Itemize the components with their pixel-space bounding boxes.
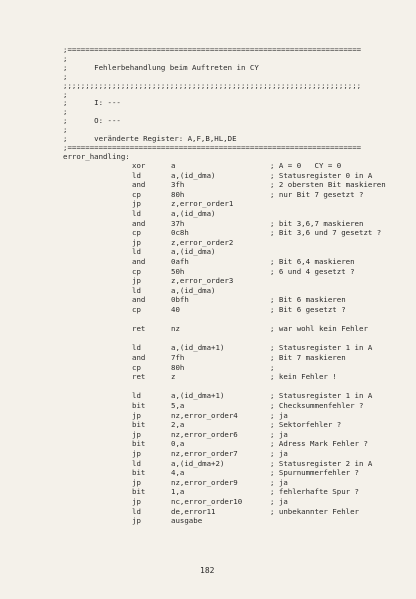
- code-operand: nz,error_order7: [171, 449, 238, 458]
- code-opcode: ret: [132, 372, 146, 381]
- code-opcode: bit: [132, 468, 146, 477]
- code-opcode: xor: [132, 161, 146, 170]
- code-operand: 40: [171, 305, 180, 314]
- code-opcode: and: [132, 257, 146, 266]
- code-operand: 5,a: [171, 401, 185, 410]
- code-operand: 37h: [171, 219, 185, 228]
- code-opcode: jp: [132, 276, 141, 285]
- code-comment: ; Statusregister 1 in A: [270, 391, 373, 400]
- code-operand: 0c8h: [171, 228, 189, 237]
- code-operand: 0afh: [171, 257, 189, 266]
- code-comment: ;: [270, 363, 275, 372]
- header-rule-bottom: ;==================================================================: [63, 143, 362, 152]
- code-opcode: and: [132, 353, 146, 362]
- code-operand: z,error_order3: [171, 276, 234, 285]
- code-operand: 3fh: [171, 180, 185, 189]
- code-comment: ; bit 3,6,7 maskieren: [270, 219, 364, 228]
- code-opcode: and: [132, 295, 146, 304]
- code-operand: a,(id_dma): [171, 247, 216, 256]
- code-comment: ; 6 und 4 gesetzt ?: [270, 267, 355, 276]
- code-opcode: and: [132, 219, 146, 228]
- code-comment: ; ja: [270, 478, 288, 487]
- header-registers: ; veränderte Register: A,F,B,HL,DE: [63, 134, 237, 143]
- code-comment: ; Statusregister 2 in A: [270, 459, 373, 468]
- code-comment: ; nur Bit 7 gesetzt ?: [270, 190, 364, 199]
- code-opcode: ld: [132, 343, 141, 352]
- code-operand: 50h: [171, 267, 185, 276]
- code-comment: ; 2 obersten Bit maskieren: [270, 180, 386, 189]
- code-operand: a,(id_dma+1): [171, 391, 225, 400]
- code-opcode: jp: [132, 199, 141, 208]
- code-comment: ; Bit 7 maskieren: [270, 353, 346, 362]
- code-opcode: bit: [132, 439, 146, 448]
- code-opcode: ret: [132, 324, 146, 333]
- header-output: ; O: ---: [63, 116, 121, 125]
- code-comment: ; Checksummenfehler ?: [270, 401, 364, 410]
- code-opcode: and: [132, 180, 146, 189]
- code-opcode: jp: [132, 449, 141, 458]
- code-operand: 0,a: [171, 439, 185, 448]
- code-operand: 2,a: [171, 420, 185, 429]
- code-opcode: ld: [132, 507, 141, 516]
- header-blank: ;: [63, 107, 68, 116]
- header-rule-mid: ;;;;;;;;;;;;;;;;;;;;;;;;;;;;;;;;;;;;;;;;;;;;;;;;;;;;;;;;;;;;;;;;;;;: [63, 81, 362, 90]
- code-opcode: jp: [132, 478, 141, 487]
- code-comment: ; unbekannter Fehler: [270, 507, 359, 516]
- code-operand: ausgabe: [171, 516, 203, 525]
- code-operand: nc,error_order10: [171, 497, 243, 506]
- code-opcode: jp: [132, 238, 141, 247]
- code-opcode: jp: [132, 497, 141, 506]
- code-operand: 80h: [171, 363, 185, 372]
- code-operand: a: [171, 161, 176, 170]
- code-operand: 7fh: [171, 353, 185, 362]
- code-comment: ; ja: [270, 449, 288, 458]
- code-operand: 1,a: [171, 487, 185, 496]
- code-opcode: ld: [132, 391, 141, 400]
- code-opcode: ld: [132, 171, 141, 180]
- header-blank: ;: [63, 72, 68, 81]
- code-opcode: ld: [132, 459, 141, 468]
- code-comment: ; Statusregister 1 in A: [270, 343, 373, 352]
- header-blank: ;: [63, 54, 68, 63]
- code-comment: ; ja: [270, 430, 288, 439]
- code-comment: ; ja: [270, 497, 288, 506]
- code-operand: 4,a: [171, 468, 185, 477]
- code-operand: a,(id_dma+1): [171, 343, 225, 352]
- code-label: error_handling:: [63, 152, 130, 161]
- header-input: ; I: ---: [63, 98, 121, 107]
- code-comment: ; fehlerhafte Spur ?: [270, 487, 359, 496]
- code-opcode: ld: [132, 247, 141, 256]
- code-operand: a,(id_dma): [171, 286, 216, 295]
- code-comment: ; Bit 3,6 und 7 gesetzt ?: [270, 228, 382, 237]
- header-rule-top: ;==================================================================: [63, 45, 362, 54]
- code-operand: z,error_order1: [171, 199, 234, 208]
- code-comment: ; Adress Mark Fehler ?: [270, 439, 368, 448]
- code-operand: z,error_order2: [171, 238, 234, 247]
- code-comment: ; Sektorfehler ?: [270, 420, 342, 429]
- code-comment: ; ja: [270, 411, 288, 420]
- code-comment: ; Spurnummerfehler ?: [270, 468, 359, 477]
- code-opcode: cp: [132, 228, 141, 237]
- code-opcode: ld: [132, 209, 141, 218]
- code-operand: a,(id_dma+2): [171, 459, 225, 468]
- code-opcode: jp: [132, 516, 141, 525]
- header-blank: ;: [63, 125, 68, 134]
- code-operand: a,(id_dma): [171, 171, 216, 180]
- code-opcode: bit: [132, 420, 146, 429]
- code-operand: 80h: [171, 190, 185, 199]
- code-operand: z: [171, 372, 176, 381]
- code-comment: ; Bit 6 gesetzt ?: [270, 305, 346, 314]
- code-opcode: cp: [132, 363, 141, 372]
- header-title: ; Fehlerbehandlung beim Auftreten in CY: [63, 63, 259, 72]
- code-comment: ; Bit 6 maskieren: [270, 295, 346, 304]
- code-comment: ; war wohl kein Fehler: [270, 324, 368, 333]
- code-operand: nz: [171, 324, 180, 333]
- code-operand: nz,error_order6: [171, 430, 238, 439]
- code-comment: ; Bit 6,4 maskieren: [270, 257, 355, 266]
- code-opcode: cp: [132, 267, 141, 276]
- code-operand: nz,error_order4: [171, 411, 238, 420]
- code-operand: nz,error_order9: [171, 478, 238, 487]
- code-opcode: cp: [132, 190, 141, 199]
- code-operand: de,error11: [171, 507, 216, 516]
- code-comment: ; kein Fehler !: [270, 372, 337, 381]
- code-opcode: jp: [132, 430, 141, 439]
- code-operand: 0bfh: [171, 295, 189, 304]
- code-comment: ; Statusregister 0 in A: [270, 171, 373, 180]
- code-opcode: cp: [132, 305, 141, 314]
- header-blank: ;: [63, 90, 68, 99]
- code-comment: ; A = 0 CY = 0: [270, 161, 342, 170]
- code-opcode: bit: [132, 401, 146, 410]
- page-number: 182: [200, 566, 215, 575]
- code-opcode: jp: [132, 411, 141, 420]
- code-opcode: ld: [132, 286, 141, 295]
- code-operand: a,(id_dma): [171, 209, 216, 218]
- code-opcode: bit: [132, 487, 146, 496]
